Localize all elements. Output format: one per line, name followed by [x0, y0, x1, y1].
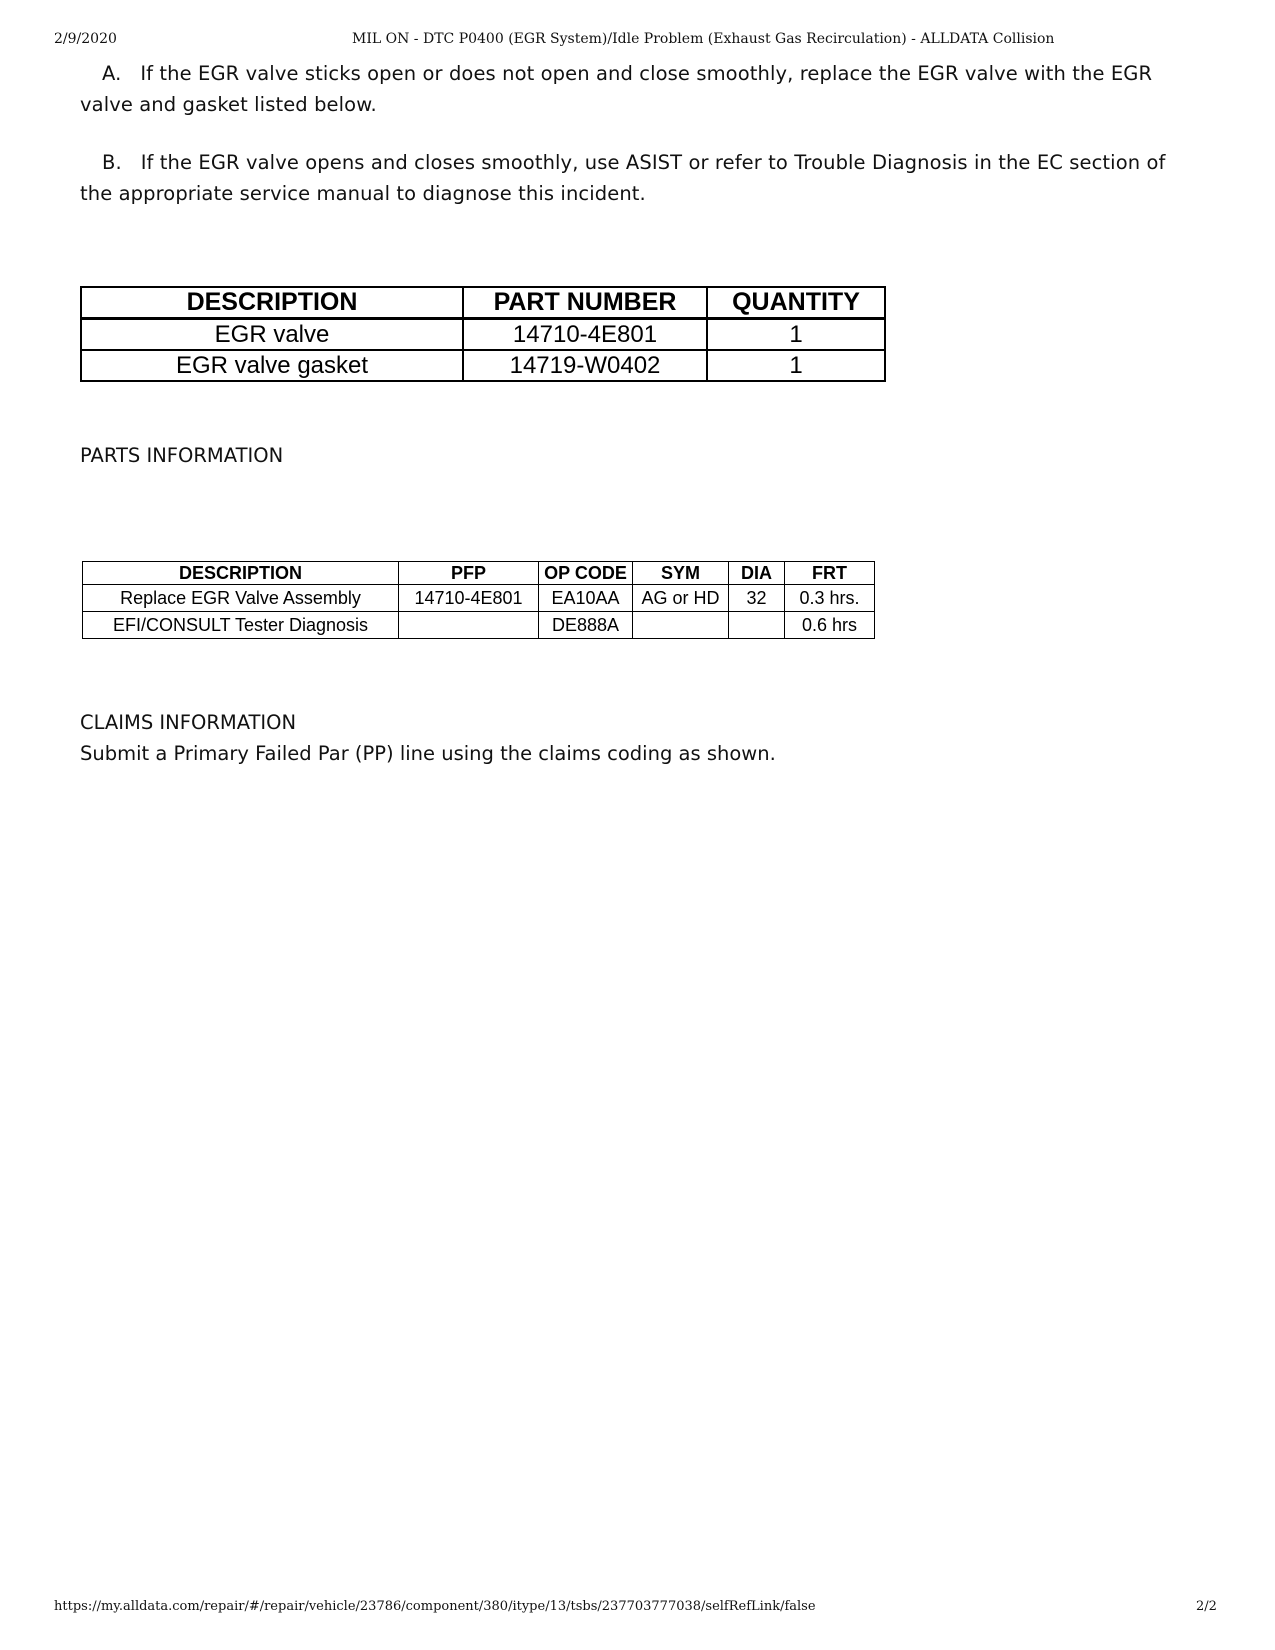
- table-cell: [633, 612, 729, 639]
- labor-col-op-code: OP CODE: [539, 562, 633, 585]
- parts-col-part-number: PART NUMBER: [463, 287, 707, 319]
- table-cell: 0.6 hrs: [785, 612, 875, 639]
- table-cell: EFI/CONSULT Tester Diagnosis: [83, 612, 399, 639]
- parts-col-quantity: QUANTITY: [707, 287, 885, 319]
- labor-table: [82, 561, 875, 639]
- table-cell: 0.3 hrs.: [785, 585, 875, 612]
- step-b: [80, 147, 1200, 209]
- table-row: [83, 585, 875, 612]
- parts-table-header-row: [81, 287, 885, 319]
- table-cell: Replace EGR Valve Assembly: [83, 585, 399, 612]
- table-row: [81, 350, 885, 381]
- labor-col-description: DESCRIPTION: [83, 562, 399, 585]
- step-a: [80, 58, 1200, 120]
- table-cell: 1: [707, 319, 885, 351]
- table-cell: 32: [729, 585, 785, 612]
- table-row: [83, 612, 875, 639]
- table-cell: AG or HD: [633, 585, 729, 612]
- parts-col-description: DESCRIPTION: [81, 287, 463, 319]
- labor-col-pfp: PFP: [399, 562, 539, 585]
- table-cell: 1: [707, 350, 885, 381]
- table-cell: 14710-4E801: [399, 585, 539, 612]
- claims-information-heading: CLAIMS INFORMATION: [80, 711, 297, 734]
- table-cell: EGR valve gasket: [81, 350, 463, 381]
- parts-information-heading: PARTS INFORMATION: [80, 444, 284, 467]
- step-a-marker: A.: [102, 62, 122, 85]
- table-row: [81, 319, 885, 351]
- table-cell: EGR valve: [81, 319, 463, 351]
- table-cell: [729, 612, 785, 639]
- print-date: 2/9/2020: [54, 31, 117, 47]
- table-cell: [399, 612, 539, 639]
- parts-table: [80, 286, 886, 382]
- labor-col-sym: SYM: [633, 562, 729, 585]
- table-cell: 14719-W0402: [463, 350, 707, 381]
- page-title: MIL ON - DTC P0400 (EGR System)/Idle Problem (Exhaust Gas Recirculation) - ALLDATA Collision: [352, 31, 1055, 47]
- step-b-text: If the EGR valve opens and closes smoothly, use ASIST or refer to Trouble Diagnosis in the EC section of the appropriate service manual to diagnose this incident.: [80, 151, 1166, 205]
- labor-table-header-row: [83, 562, 875, 585]
- claims-information-text: Submit a Primary Failed Par (PP) line using the claims coding as shown.: [80, 742, 776, 765]
- table-cell: DE888A: [539, 612, 633, 639]
- step-b-marker: B.: [102, 151, 122, 174]
- table-cell: EA10AA: [539, 585, 633, 612]
- page-number: 2/2: [1196, 1599, 1217, 1614]
- table-cell: 14710-4E801: [463, 319, 707, 351]
- labor-col-frt: FRT: [785, 562, 875, 585]
- footer-url: https://my.alldata.com/repair/#/repair/vehicle/23786/component/380/itype/13/tsbs/237703777038/selfRefLink/false: [54, 1599, 816, 1614]
- step-a-text: If the EGR valve sticks open or does not open and close smoothly, replace the EGR valve with the EGR valve and gasket listed below.: [80, 62, 1153, 116]
- labor-col-dia: DIA: [729, 562, 785, 585]
